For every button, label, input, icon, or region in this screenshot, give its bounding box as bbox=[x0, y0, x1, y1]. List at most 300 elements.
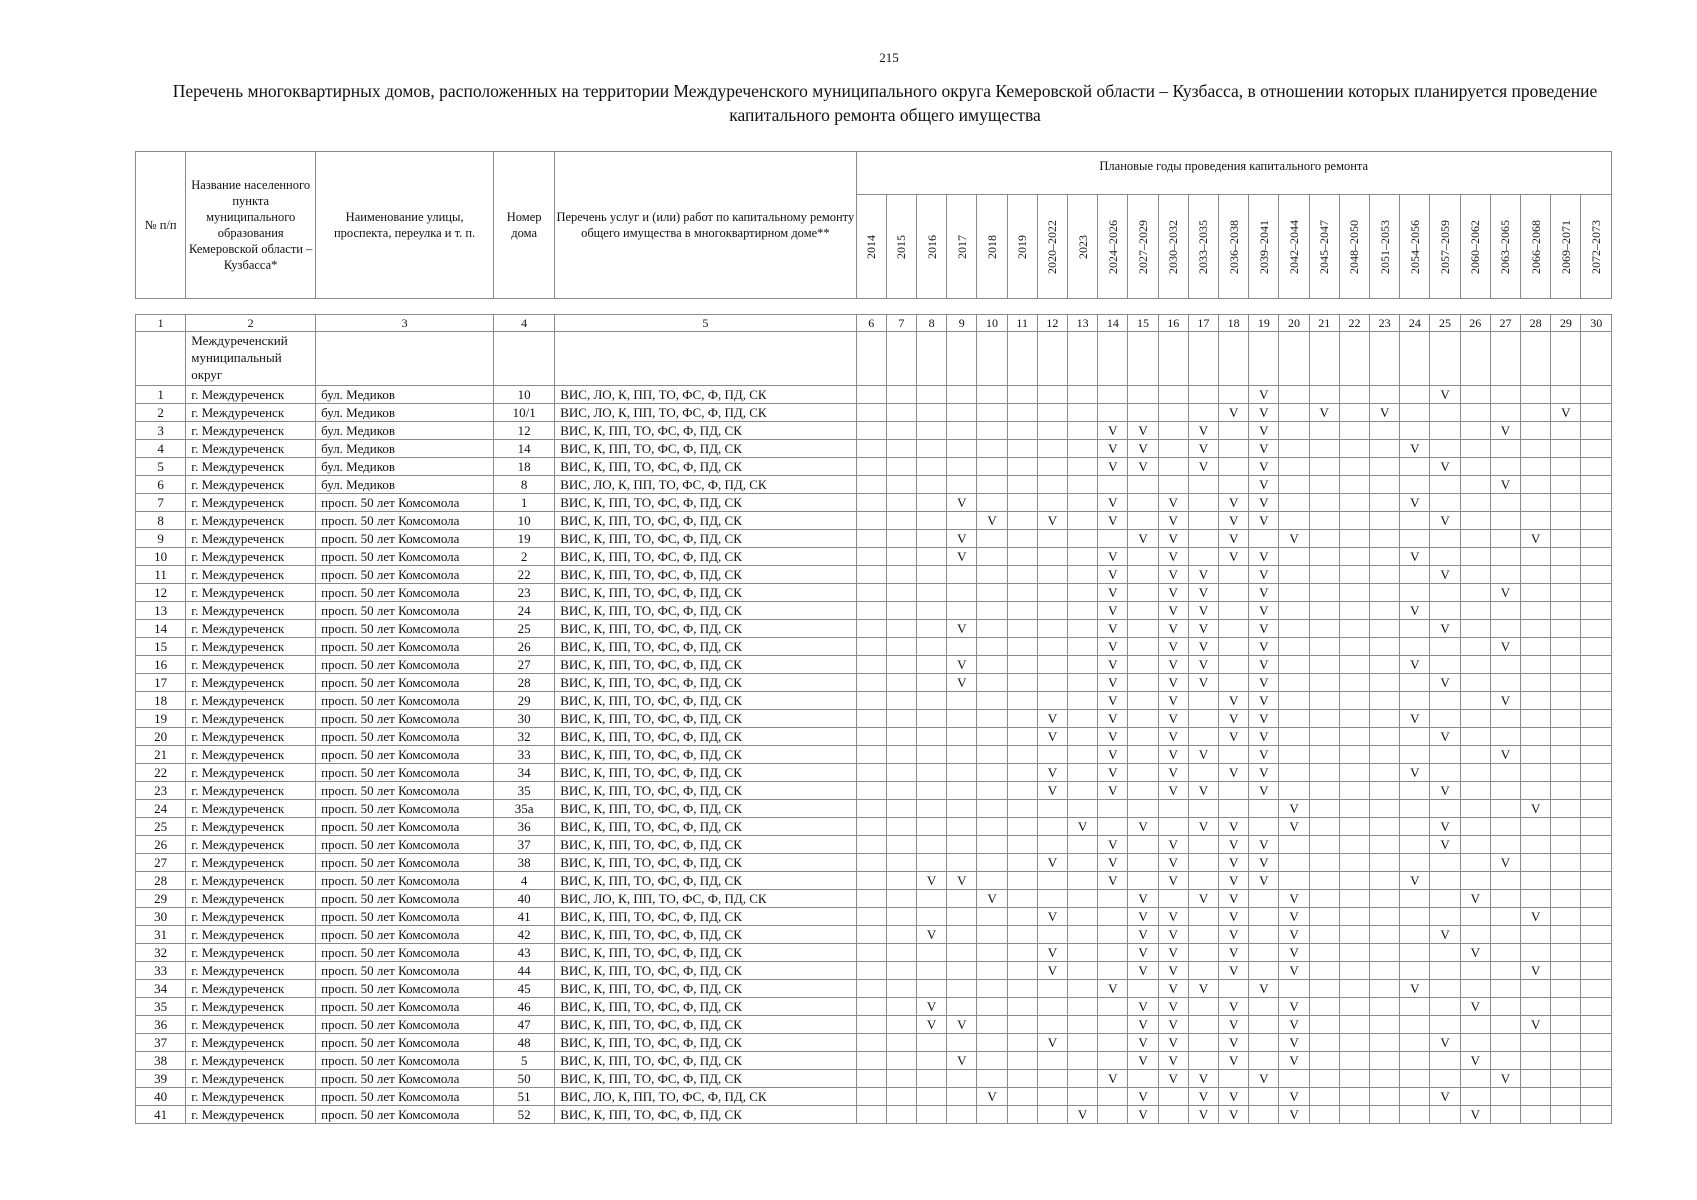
settlement-name: г. Междуреченск bbox=[186, 638, 316, 656]
row-number: 2 bbox=[136, 404, 186, 422]
year-cell bbox=[977, 386, 1007, 404]
year-cell bbox=[977, 584, 1007, 602]
year-cell bbox=[1158, 800, 1188, 818]
year-cell bbox=[1430, 962, 1460, 980]
year-cell bbox=[886, 1070, 916, 1088]
year-cell bbox=[1068, 800, 1098, 818]
year-cell bbox=[1581, 1052, 1612, 1070]
street-name: просп. 50 лет Комсомола bbox=[316, 764, 494, 782]
year-cell bbox=[1370, 692, 1400, 710]
row-number: 15 bbox=[136, 638, 186, 656]
year-cell bbox=[1007, 890, 1037, 908]
year-cell bbox=[1219, 620, 1249, 638]
year-mark: V bbox=[1219, 530, 1249, 548]
house-number: 35 bbox=[494, 782, 555, 800]
year-cell bbox=[1279, 692, 1309, 710]
empty-cell bbox=[1490, 332, 1520, 386]
year-cell bbox=[1007, 1052, 1037, 1070]
year-cell bbox=[1188, 926, 1218, 944]
year-cell bbox=[1370, 998, 1400, 1016]
year-mark: V bbox=[1460, 890, 1490, 908]
year-cell bbox=[1581, 566, 1612, 584]
row-number: 29 bbox=[136, 890, 186, 908]
year-cell bbox=[1098, 1016, 1128, 1034]
year-mark: V bbox=[1400, 710, 1430, 728]
year-cell bbox=[886, 512, 916, 530]
year-cell bbox=[1400, 1034, 1430, 1052]
year-cell bbox=[1400, 944, 1430, 962]
street-name: просп. 50 лет Комсомола bbox=[316, 638, 494, 656]
year-cell bbox=[1339, 710, 1369, 728]
year-cell bbox=[1188, 530, 1218, 548]
year-cell bbox=[1279, 602, 1309, 620]
year-cell bbox=[977, 836, 1007, 854]
house-number: 48 bbox=[494, 1034, 555, 1052]
year-mark: V bbox=[1128, 1052, 1158, 1070]
street-name: просп. 50 лет Комсомола bbox=[316, 800, 494, 818]
house-number: 44 bbox=[494, 962, 555, 980]
settlement-name: г. Междуреченск bbox=[186, 818, 316, 836]
year-cell bbox=[1037, 440, 1067, 458]
year-cell bbox=[1460, 746, 1490, 764]
year-cell bbox=[1309, 656, 1339, 674]
year-cell bbox=[1007, 548, 1037, 566]
year-cell bbox=[1128, 566, 1158, 584]
year-cell bbox=[1037, 620, 1067, 638]
year-cell bbox=[947, 998, 977, 1016]
year-cell bbox=[1068, 890, 1098, 908]
works-list: ВИС, К, ПП, ТО, ФС, Ф, ПД, СК bbox=[555, 836, 856, 854]
table-row bbox=[136, 1052, 1612, 1070]
year-mark: V bbox=[1098, 458, 1128, 476]
row-number: 12 bbox=[136, 584, 186, 602]
year-cell bbox=[1249, 530, 1279, 548]
row-number: 1 bbox=[136, 386, 186, 404]
year-cell bbox=[1551, 782, 1581, 800]
settlement-name: г. Междуреченск bbox=[186, 1034, 316, 1052]
year-cell bbox=[1249, 1052, 1279, 1070]
year-cell bbox=[1068, 674, 1098, 692]
year-mark: V bbox=[977, 890, 1007, 908]
year-cell bbox=[1007, 1070, 1037, 1088]
year-label: 2015 bbox=[894, 234, 909, 259]
year-mark: V bbox=[1279, 998, 1309, 1016]
year-cell bbox=[1098, 890, 1128, 908]
year-mark: V bbox=[1400, 440, 1430, 458]
street-name: просп. 50 лет Комсомола bbox=[316, 980, 494, 998]
year-cell bbox=[1309, 980, 1339, 998]
year-header bbox=[916, 195, 946, 299]
year-cell bbox=[1521, 476, 1551, 494]
row-number: 19 bbox=[136, 710, 186, 728]
year-cell bbox=[1581, 458, 1612, 476]
row-number: 35 bbox=[136, 998, 186, 1016]
year-cell bbox=[1339, 674, 1369, 692]
year-cell bbox=[856, 818, 886, 836]
year-mark: V bbox=[1158, 494, 1188, 512]
year-mark: V bbox=[1249, 386, 1279, 404]
year-cell bbox=[1219, 584, 1249, 602]
year-cell bbox=[1007, 962, 1037, 980]
empty-cell bbox=[1370, 332, 1400, 386]
year-cell bbox=[1551, 530, 1581, 548]
year-cell bbox=[1309, 620, 1339, 638]
year-mark: V bbox=[947, 1052, 977, 1070]
year-cell bbox=[1551, 494, 1581, 512]
empty-cell bbox=[1309, 332, 1339, 386]
year-cell bbox=[1370, 728, 1400, 746]
year-cell bbox=[1068, 782, 1098, 800]
year-cell bbox=[886, 386, 916, 404]
works-list: ВИС, К, ПП, ТО, ФС, Ф, ПД, СК bbox=[555, 944, 856, 962]
year-mark: V bbox=[1490, 584, 1520, 602]
row-number: 23 bbox=[136, 782, 186, 800]
year-cell bbox=[1370, 764, 1400, 782]
year-cell bbox=[1521, 602, 1551, 620]
year-cell bbox=[886, 926, 916, 944]
year-cell bbox=[1128, 602, 1158, 620]
year-mark: V bbox=[1279, 1034, 1309, 1052]
year-cell bbox=[977, 602, 1007, 620]
house-number: 25 bbox=[494, 620, 555, 638]
year-mark: V bbox=[1128, 1034, 1158, 1052]
year-cell bbox=[1581, 674, 1612, 692]
year-cell bbox=[1370, 818, 1400, 836]
year-cell bbox=[1037, 746, 1067, 764]
year-cell bbox=[1219, 602, 1249, 620]
year-cell bbox=[1460, 764, 1490, 782]
year-cell bbox=[1068, 404, 1098, 422]
year-cell bbox=[1551, 638, 1581, 656]
column-number: 22 bbox=[1339, 315, 1369, 332]
year-cell bbox=[1188, 800, 1218, 818]
year-cell bbox=[1158, 422, 1188, 440]
empty-cell bbox=[1339, 332, 1369, 386]
year-cell bbox=[1219, 674, 1249, 692]
year-mark: V bbox=[1430, 836, 1460, 854]
works-list: ВИС, К, ПП, ТО, ФС, Ф, ПД, СК bbox=[555, 1034, 856, 1052]
year-cell bbox=[1370, 548, 1400, 566]
year-mark: V bbox=[1309, 404, 1339, 422]
settlement-name: г. Междуреченск bbox=[186, 872, 316, 890]
year-cell bbox=[1551, 692, 1581, 710]
year-cell bbox=[1309, 1016, 1339, 1034]
year-cell bbox=[1551, 656, 1581, 674]
year-cell bbox=[917, 386, 947, 404]
house-number: 10 bbox=[494, 386, 555, 404]
year-cell bbox=[1551, 620, 1581, 638]
year-cell bbox=[1279, 836, 1309, 854]
year-header bbox=[1188, 195, 1218, 299]
year-mark: V bbox=[1188, 980, 1218, 998]
year-cell bbox=[1249, 1016, 1279, 1034]
year-cell bbox=[886, 890, 916, 908]
year-cell bbox=[886, 602, 916, 620]
year-cell bbox=[1128, 872, 1158, 890]
year-cell bbox=[1098, 962, 1128, 980]
year-cell bbox=[1490, 962, 1520, 980]
year-cell bbox=[1400, 1106, 1430, 1124]
table-row bbox=[136, 998, 1612, 1016]
year-mark: V bbox=[1158, 872, 1188, 890]
year-cell bbox=[1249, 908, 1279, 926]
year-cell bbox=[1309, 1088, 1339, 1106]
year-cell bbox=[1158, 890, 1188, 908]
column-number: 20 bbox=[1279, 315, 1309, 332]
year-header bbox=[1369, 195, 1399, 299]
year-cell bbox=[1339, 854, 1369, 872]
year-cell bbox=[1279, 872, 1309, 890]
year-cell bbox=[1128, 836, 1158, 854]
year-label: 2020–2022 bbox=[1045, 219, 1060, 274]
year-cell bbox=[1370, 872, 1400, 890]
year-cell bbox=[1400, 674, 1430, 692]
year-cell bbox=[1521, 980, 1551, 998]
year-cell bbox=[1581, 800, 1612, 818]
year-cell bbox=[886, 440, 916, 458]
year-cell bbox=[917, 656, 947, 674]
year-cell bbox=[856, 1106, 886, 1124]
column-number: 8 bbox=[917, 315, 947, 332]
empty-cell bbox=[1007, 332, 1037, 386]
column-number: 1 bbox=[136, 315, 186, 332]
year-mark: V bbox=[1037, 962, 1067, 980]
year-cell bbox=[886, 782, 916, 800]
year-cell bbox=[977, 1016, 1007, 1034]
row-number: 36 bbox=[136, 1016, 186, 1034]
house-number: 26 bbox=[494, 638, 555, 656]
year-cell bbox=[917, 764, 947, 782]
street-name: просп. 50 лет Комсомола bbox=[316, 782, 494, 800]
year-mark: V bbox=[1098, 566, 1128, 584]
house-number: 46 bbox=[494, 998, 555, 1016]
year-header bbox=[947, 195, 977, 299]
settlement-name: г. Междуреченск bbox=[186, 494, 316, 512]
year-mark: V bbox=[1158, 746, 1188, 764]
year-cell bbox=[917, 782, 947, 800]
year-cell bbox=[886, 818, 916, 836]
year-cell bbox=[1128, 548, 1158, 566]
settlement-name: г. Междуреченск bbox=[186, 908, 316, 926]
year-cell bbox=[1249, 962, 1279, 980]
year-cell bbox=[1188, 872, 1218, 890]
works-list: ВИС, ЛО, К, ПП, ТО, ФС, Ф, ПД, СК bbox=[555, 476, 856, 494]
empty-cell bbox=[1188, 332, 1218, 386]
year-header bbox=[1520, 195, 1550, 299]
table-row bbox=[136, 872, 1612, 890]
column-number: 13 bbox=[1068, 315, 1098, 332]
year-label: 2060–2062 bbox=[1468, 219, 1483, 274]
year-mark: V bbox=[1098, 548, 1128, 566]
settlement-name: г. Междуреченск bbox=[186, 710, 316, 728]
year-cell bbox=[947, 710, 977, 728]
house-number: 5 bbox=[494, 1052, 555, 1070]
year-cell bbox=[1551, 800, 1581, 818]
year-cell bbox=[1400, 746, 1430, 764]
year-label: 2019 bbox=[1015, 234, 1030, 259]
year-cell bbox=[1037, 602, 1067, 620]
year-header bbox=[1581, 195, 1612, 299]
header-col-years: Плановые годы проведения капитального ремонта bbox=[856, 152, 1611, 195]
works-list: ВИС, К, ПП, ТО, ФС, Ф, ПД, СК bbox=[555, 548, 856, 566]
year-cell bbox=[1460, 512, 1490, 530]
year-cell bbox=[1430, 872, 1460, 890]
year-cell bbox=[1490, 728, 1520, 746]
works-list: ВИС, К, ПП, ТО, ФС, Ф, ПД, СК bbox=[555, 566, 856, 584]
year-cell bbox=[1490, 602, 1520, 620]
year-cell bbox=[1037, 1088, 1067, 1106]
row-number: 10 bbox=[136, 548, 186, 566]
year-cell bbox=[947, 386, 977, 404]
year-cell bbox=[1068, 1016, 1098, 1034]
year-mark: V bbox=[1249, 836, 1279, 854]
year-cell bbox=[1430, 710, 1460, 728]
year-cell bbox=[1007, 836, 1037, 854]
empty-cell bbox=[555, 332, 856, 386]
year-cell bbox=[1279, 494, 1309, 512]
year-cell bbox=[1339, 746, 1369, 764]
year-cell bbox=[1007, 638, 1037, 656]
year-cell bbox=[1551, 818, 1581, 836]
year-cell bbox=[917, 1052, 947, 1070]
year-cell bbox=[1430, 854, 1460, 872]
year-cell bbox=[1037, 926, 1067, 944]
year-cell bbox=[1037, 1016, 1067, 1034]
row-number: 26 bbox=[136, 836, 186, 854]
year-mark: V bbox=[1460, 944, 1490, 962]
year-cell bbox=[1128, 980, 1158, 998]
street-name: просп. 50 лет Комсомола bbox=[316, 602, 494, 620]
empty-cell bbox=[1068, 332, 1098, 386]
year-cell bbox=[1128, 710, 1158, 728]
year-cell bbox=[1581, 404, 1612, 422]
empty-cell bbox=[136, 332, 186, 386]
year-cell bbox=[1551, 944, 1581, 962]
year-cell bbox=[1370, 512, 1400, 530]
year-cell bbox=[886, 458, 916, 476]
year-cell bbox=[1037, 818, 1067, 836]
year-mark: V bbox=[1188, 1088, 1218, 1106]
year-cell bbox=[1068, 548, 1098, 566]
year-cell bbox=[977, 530, 1007, 548]
year-cell bbox=[1460, 602, 1490, 620]
house-number: 29 bbox=[494, 692, 555, 710]
year-cell bbox=[1460, 422, 1490, 440]
year-label: 2024–2026 bbox=[1105, 219, 1120, 274]
year-cell bbox=[1339, 530, 1369, 548]
year-cell bbox=[977, 692, 1007, 710]
year-cell bbox=[1400, 1016, 1430, 1034]
year-cell bbox=[917, 818, 947, 836]
year-cell bbox=[1400, 728, 1430, 746]
year-cell bbox=[977, 1106, 1007, 1124]
settlement-name: г. Междуреченск bbox=[186, 926, 316, 944]
empty-cell bbox=[1249, 332, 1279, 386]
year-cell bbox=[917, 728, 947, 746]
year-cell bbox=[1188, 692, 1218, 710]
year-cell bbox=[1339, 1106, 1369, 1124]
street-name: просп. 50 лет Комсомола bbox=[316, 872, 494, 890]
year-mark: V bbox=[1430, 674, 1460, 692]
year-mark: V bbox=[1249, 548, 1279, 566]
year-cell bbox=[1219, 746, 1249, 764]
year-cell bbox=[1400, 530, 1430, 548]
row-number: 17 bbox=[136, 674, 186, 692]
street-name: просп. 50 лет Комсомола bbox=[316, 944, 494, 962]
year-mark: V bbox=[1249, 512, 1279, 530]
year-mark: V bbox=[977, 512, 1007, 530]
street-name: просп. 50 лет Комсомола bbox=[316, 674, 494, 692]
works-list: ВИС, ЛО, К, ПП, ТО, ФС, Ф, ПД, СК bbox=[555, 1088, 856, 1106]
year-mark: V bbox=[1098, 728, 1128, 746]
year-cell bbox=[1430, 494, 1460, 512]
year-cell bbox=[977, 728, 1007, 746]
year-cell bbox=[947, 476, 977, 494]
house-number: 45 bbox=[494, 980, 555, 998]
year-cell bbox=[1068, 926, 1098, 944]
year-cell bbox=[1400, 404, 1430, 422]
year-cell bbox=[977, 764, 1007, 782]
year-cell bbox=[1490, 998, 1520, 1016]
year-cell bbox=[947, 836, 977, 854]
row-number: 9 bbox=[136, 530, 186, 548]
settlement-name: г. Междуреченск bbox=[186, 1106, 316, 1124]
year-cell bbox=[1490, 1088, 1520, 1106]
year-cell bbox=[1581, 1106, 1612, 1124]
street-name: просп. 50 лет Комсомола bbox=[316, 1106, 494, 1124]
year-cell bbox=[1188, 1034, 1218, 1052]
table-row bbox=[136, 674, 1612, 692]
year-cell bbox=[1309, 548, 1339, 566]
year-cell bbox=[1521, 404, 1551, 422]
year-label: 2063–2065 bbox=[1498, 219, 1513, 274]
year-mark: V bbox=[1158, 1034, 1188, 1052]
year-cell bbox=[1490, 440, 1520, 458]
year-cell bbox=[1460, 836, 1490, 854]
year-cell bbox=[1521, 890, 1551, 908]
year-cell bbox=[1521, 710, 1551, 728]
year-cell bbox=[1037, 1106, 1067, 1124]
year-cell bbox=[1370, 440, 1400, 458]
year-cell bbox=[1007, 818, 1037, 836]
year-cell bbox=[917, 854, 947, 872]
year-cell bbox=[886, 494, 916, 512]
year-cell bbox=[1068, 476, 1098, 494]
year-cell bbox=[886, 566, 916, 584]
works-list: ВИС, К, ПП, ТО, ФС, Ф, ПД, СК bbox=[555, 422, 856, 440]
year-mark: V bbox=[1249, 782, 1279, 800]
year-cell bbox=[1339, 872, 1369, 890]
year-mark: V bbox=[1370, 404, 1400, 422]
house-number: 2 bbox=[494, 548, 555, 566]
year-cell bbox=[1309, 710, 1339, 728]
year-mark: V bbox=[1037, 908, 1067, 926]
settlement-name: г. Междуреченск bbox=[186, 548, 316, 566]
year-cell bbox=[1460, 584, 1490, 602]
year-cell bbox=[1098, 1034, 1128, 1052]
year-cell bbox=[917, 674, 947, 692]
year-cell bbox=[1188, 908, 1218, 926]
year-cell bbox=[1460, 494, 1490, 512]
table-row bbox=[136, 818, 1612, 836]
table-row bbox=[136, 980, 1612, 998]
year-cell bbox=[1551, 584, 1581, 602]
year-mark: V bbox=[1279, 530, 1309, 548]
table-row bbox=[136, 458, 1612, 476]
house-number: 22 bbox=[494, 566, 555, 584]
year-cell bbox=[1098, 530, 1128, 548]
house-number: 1 bbox=[494, 494, 555, 512]
